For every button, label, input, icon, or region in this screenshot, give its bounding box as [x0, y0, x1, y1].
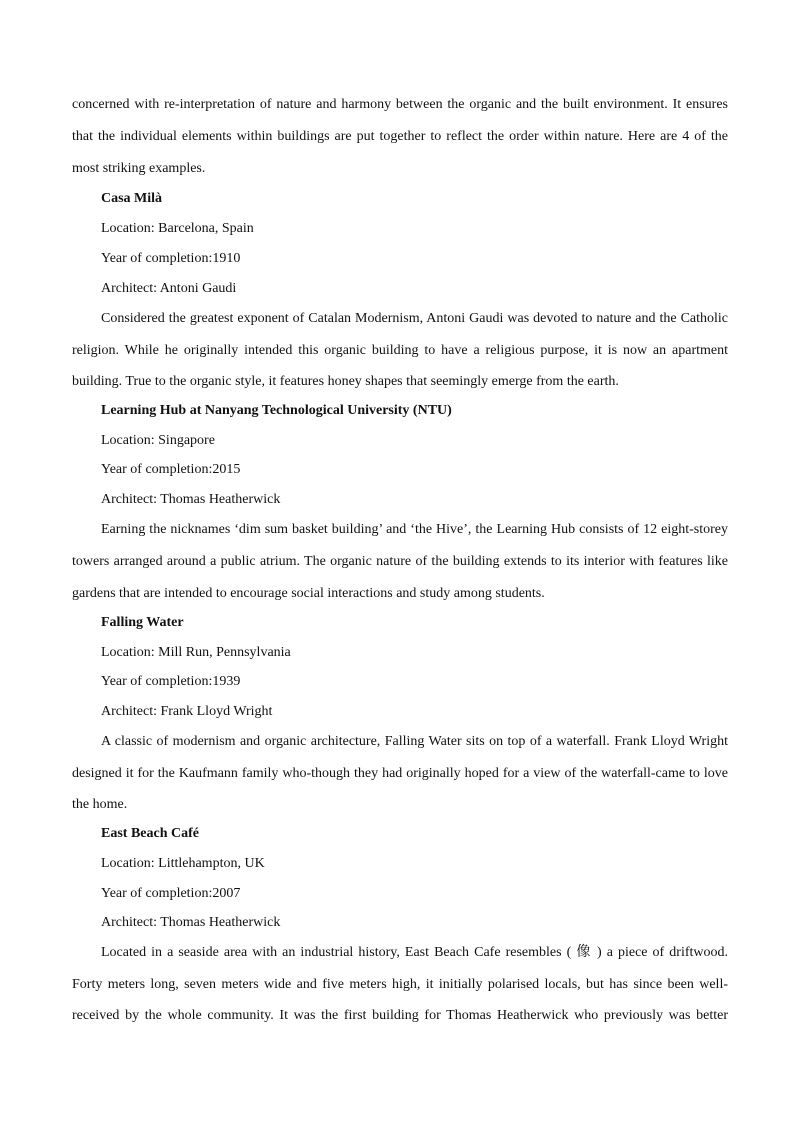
description-line: towers arranged around a public atrium. The organic nature of the building extends to its interior with features like	[72, 554, 728, 569]
building-location: Location: Barcelona, Spain	[101, 221, 254, 236]
building-year: Year of completion:2015	[101, 462, 241, 477]
building-year: Year of completion:1939	[101, 674, 241, 689]
building-title-falling-water: Falling Water	[101, 615, 184, 630]
building-architect: Architect: Thomas Heatherwick	[101, 492, 281, 507]
description-line: Earning the nicknames ‘dim sum basket building’ and ‘the Hive’, the Learning Hub consists of 12 eight-storey	[101, 522, 728, 537]
description-line: received by the whole community. It was the first building for Thomas Heatherwick who previously was better	[72, 1008, 728, 1023]
description-line: the home.	[72, 797, 128, 812]
building-architect: Architect: Antoni Gaudi	[101, 281, 237, 296]
description-line: gardens that are intended to encourage social interactions and study among students.	[72, 586, 545, 601]
building-architect: Architect: Frank Lloyd Wright	[101, 704, 273, 719]
building-location: Location: Littlehampton, UK	[101, 856, 265, 871]
intro-line-1: concerned with re-interpretation of nature and harmony between the organic and the built environment. It ensures	[72, 97, 728, 112]
description-line: Considered the greatest exponent of Catalan Modernism, Antoni Gaudi was devoted to nature and the Catholic	[101, 311, 728, 326]
building-location: Location: Mill Run, Pennsylvania	[101, 645, 291, 660]
building-title-east-beach-cafe: East Beach Café	[101, 826, 199, 841]
building-year: Year of completion:2007	[101, 886, 241, 901]
description-line: religion. While he originally intended this organic building to have a religious purpose, it is now an apartment	[72, 343, 728, 358]
building-architect: Architect: Thomas Heatherwick	[101, 915, 281, 930]
building-year: Year of completion:1910	[101, 251, 241, 266]
building-title-learning-hub: Learning Hub at Nanyang Technological University (NTU)	[101, 403, 452, 418]
description-line: building. True to the organic style, it features honey shapes that seemingly emerge from the earth.	[72, 374, 619, 389]
description-line: Forty meters long, seven meters wide and five meters high, it initially polarised locals, but has since been well-	[72, 977, 728, 992]
building-location: Location: Singapore	[101, 433, 215, 448]
description-line: designed it for the Kaufmann family who-though they had originally hoped for a view of the waterfall-came to love	[72, 766, 728, 781]
intro-line-2: that the individual elements within buildings are put together to reflect the order within nature. Here are 4 of the	[72, 129, 728, 144]
building-title-casa-mila: Casa Milà	[101, 191, 163, 206]
description-line: A classic of modernism and organic architecture, Falling Water sits on top of a waterfall. Frank Lloyd Wright	[101, 734, 728, 749]
intro-line-3: most striking examples.	[72, 161, 206, 176]
description-line: Located in a seaside area with an industrial history, East Beach Cafe resembles ( 像 ) a piece of driftwood.	[101, 945, 728, 960]
